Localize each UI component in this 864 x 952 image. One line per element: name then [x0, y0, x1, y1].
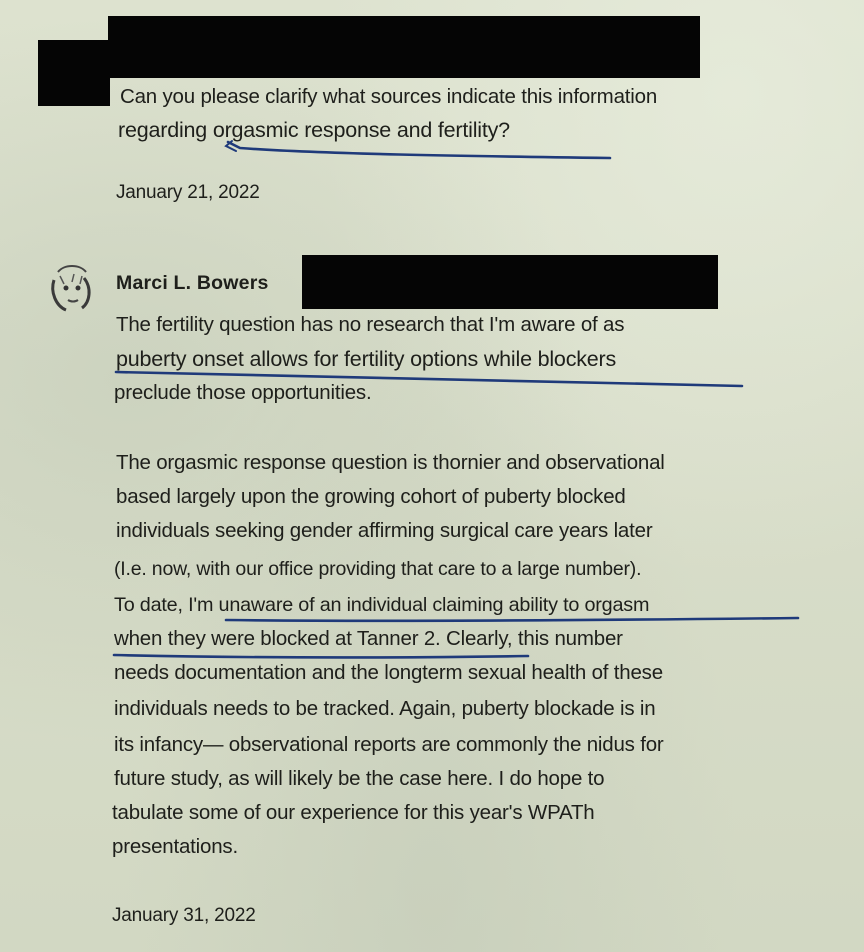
reply-paragraph2-line: individuals needs to be tracked. Again, puberty blockade is in — [114, 697, 656, 720]
reply-paragraph1-line: preclude those opportunities. — [114, 381, 372, 404]
reply-paragraph2-line: when they were blocked at Tanner 2. Clearly, this number — [114, 627, 623, 650]
pen-underline — [226, 618, 798, 621]
reply-paragraph2-line: (I.e. now, with our office providing that care to a large number). — [114, 558, 642, 580]
reply-date: January 31, 2022 — [112, 905, 256, 926]
pen-underline — [228, 142, 610, 158]
redaction-block-author — [302, 255, 718, 309]
reply-paragraph2-line: based largely upon the growing cohort of puberty blocked — [116, 485, 626, 508]
reply-paragraph2-line: presentations. — [112, 835, 238, 858]
reply-paragraph2-line: future study, as will likely be the case here. I do hope to — [114, 767, 605, 790]
reply-paragraph1-line: puberty onset allows for fertility options while blockers — [116, 347, 617, 371]
reply-paragraph1-line: The fertility question has no research that I'm aware of as — [116, 313, 625, 336]
question-date: January 21, 2022 — [116, 182, 260, 203]
reply-author: Marci L. Bowers — [116, 272, 269, 294]
reply-paragraph2-line: its infancy— observational reports are commonly the nidus for — [114, 733, 664, 756]
redaction-block-top — [108, 16, 700, 78]
reply-paragraph2-line: needs documentation and the longterm sexual health of these — [114, 661, 663, 684]
redaction-block-left — [38, 40, 110, 106]
pen-underline — [114, 655, 528, 657]
question-line: Can you please clarify what sources indicate this information — [120, 85, 658, 108]
avatar-icon — [44, 262, 102, 314]
reply-paragraph2-line: The orgasmic response question is thornier and observational — [116, 451, 665, 474]
question-line: regarding orgasmic response and fertility? — [118, 118, 510, 142]
reply-paragraph2-line: tabulate some of our experience for this year's WPATh — [112, 801, 595, 824]
reply-paragraph2-line: To date, I'm unaware of an individual claiming ability to orgasm — [114, 594, 650, 616]
reply-paragraph2-line: individuals seeking gender affirming surgical care years later — [116, 519, 653, 542]
